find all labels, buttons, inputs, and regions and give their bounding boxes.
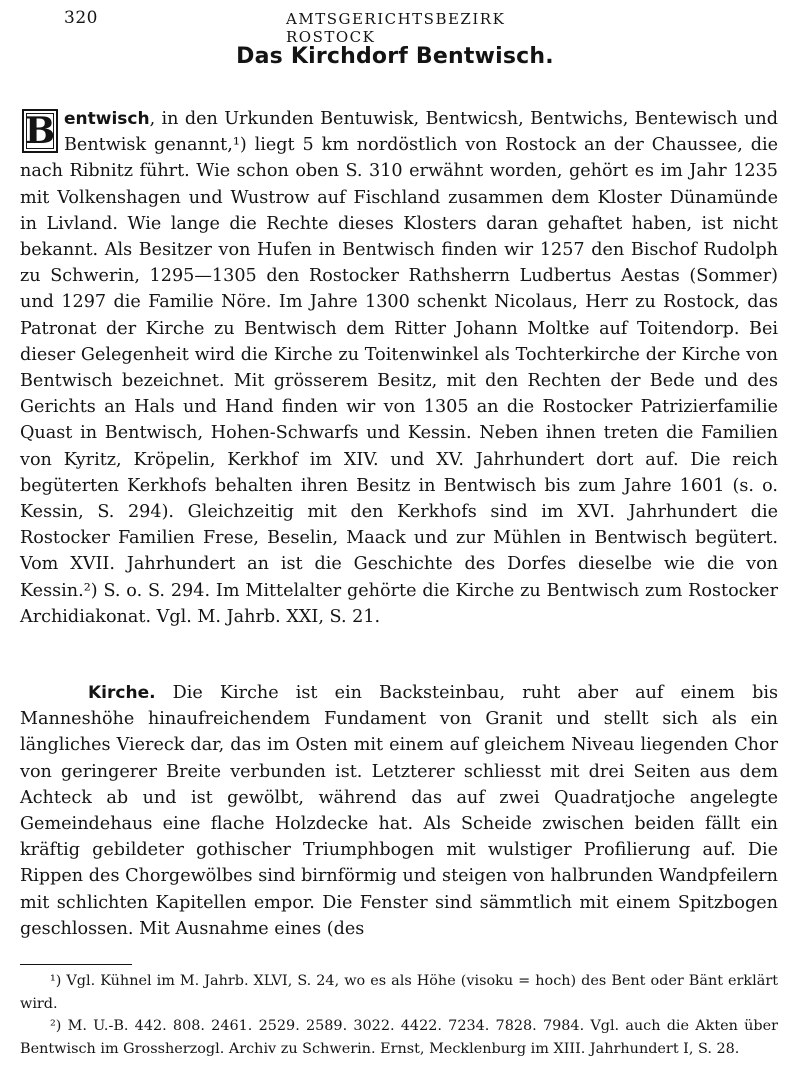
- paragraph-lead-word: entwisch: [64, 109, 150, 129]
- page-number: 320: [64, 8, 98, 28]
- footnotes: [20, 970, 778, 1060]
- paragraph-church: [20, 680, 778, 942]
- running-header: [64, 8, 770, 46]
- footnote-2: ²) M. U.-B. 442. 808. 2461. 2529. 2589. 3022. 4422. 7234. 7828. 7984. Vgl. auch die Akten über Bentwisch im Grossherzogl. Archiv zu Schwerin. Ernst, Mecklenburg im XIII. Jahrhundert I, S. 28.: [20, 1018, 778, 1057]
- paragraph-text: , in den Urkunden Bentuwisk, Bentwicsh, Bentwichs, Bentewisch und Bentwisk genannt,¹) liegt 5 km nordöstlich von Rostock an der Chaussee, die nach Ribnitz führt. Wie schon oben S. 310 erwähnt worden, gehört es im Jahr 1235 mit Volkenshagen und Wustrow auf Fischland zusammen dem Kloster Dünamünde in Livland. Wie lange die Rechte dieses Klosters daran gehaftet haben, ist nicht bekannt. Als Besitzer von Hufen in Bentwisch finden wir 1257 den Bischof Rudolph zu Schwerin, 1295—1305 den Rostocker Rathsherrn Ludbertus Aestas (Sommer) und 1297 die Familie Nöre. Im Jahre 1300 schenkt Nicolaus, Herr zu Rostock, das Patronat der Kirche zu Bentwisch dem Ritter Johann Moltke auf Toitendorp. Bei dieser Gelegenheit wird die Kirche zu Toitenwinkel als Tochterkirche der Kirche von Bentwisch bezeichnet. Mit grösserem Besitz, mit den Rechten der Bede und des Gerichts an Hals und Hand finden wir von 1305 an die Rostocker Patrizierfamilie Quast in Bentwisch, Hohen-Schwarfs und Kessin. Neben ihnen treten die Familien von Kyritz, Kröpelin, Kerkhof im XIV. und XV. Jahrhundert dort auf. Die reich begüterten Kerkhofs behalten ihren Besitz in Bentwisch bis zum Jahre 1601 (s. o. Kessin, S. 294). Gleichzeitig mit den Kerkhofs sind im XVI. Jahrhundert die Rostocker Familien Frese, Beselin, Maack und zur Mühlen in Bentwisch begütert. Vom XVII. Jahrhundert an ist die Geschichte des Dorfes dieselbe wie die von Kessin.²) S. o. S. 294. Im Mittelalter gehörte die Kirche zu Bentwisch zum Rostocker Archidiakonat. Vgl. M. Jahrb. XXI, S. 21.: [20, 109, 778, 627]
- running-title: AMTSGERICHTSBEZIRK ROSTOCK: [286, 10, 506, 46]
- chapter-title: Das Kirchdorf Bentwisch.: [236, 44, 554, 69]
- footnote-divider: [20, 964, 132, 965]
- paragraph-lead-word: Kirche.: [88, 683, 156, 703]
- decorated-initial: B: [22, 109, 58, 153]
- footnote-1: ¹) Vgl. Kühnel im M. Jahrb. XLVI, S. 24, wo es als Höhe (visoku = hoch) des Bent oder Bänt erklärt wird.: [20, 973, 778, 1012]
- paragraph-history: [20, 106, 778, 630]
- paragraph-text: Die Kirche ist ein Backsteinbau, ruht aber auf einem bis Manneshöhe hinaufreichendem Fundament von Granit und stellt sich als ein längliches Viereck dar, das im Osten mit einem auf gleichem Niveau liegenden Chor von geringerer Breite verbunden ist. Letzterer schliesst mit drei Seiten aus dem Achteck ab und ist gewölbt, während das auf zwei Quadratjoche angelegte Gemeindehaus eine flache Holzdecke hat. Als Scheide zwischen beiden fällt ein kräftig gebildeter gothischer Triumphbogen mit wulstiger Profilierung auf. Die Rippen des Chorgewölbes sind birnförmig und steigen von halbrunden Wandpfeilern mit schlichten Kapitellen empor. Die Fenster sind sämmtlich mit einem Spitzbogen geschlossen. Mit Ausnahme eines (des: [20, 683, 778, 939]
